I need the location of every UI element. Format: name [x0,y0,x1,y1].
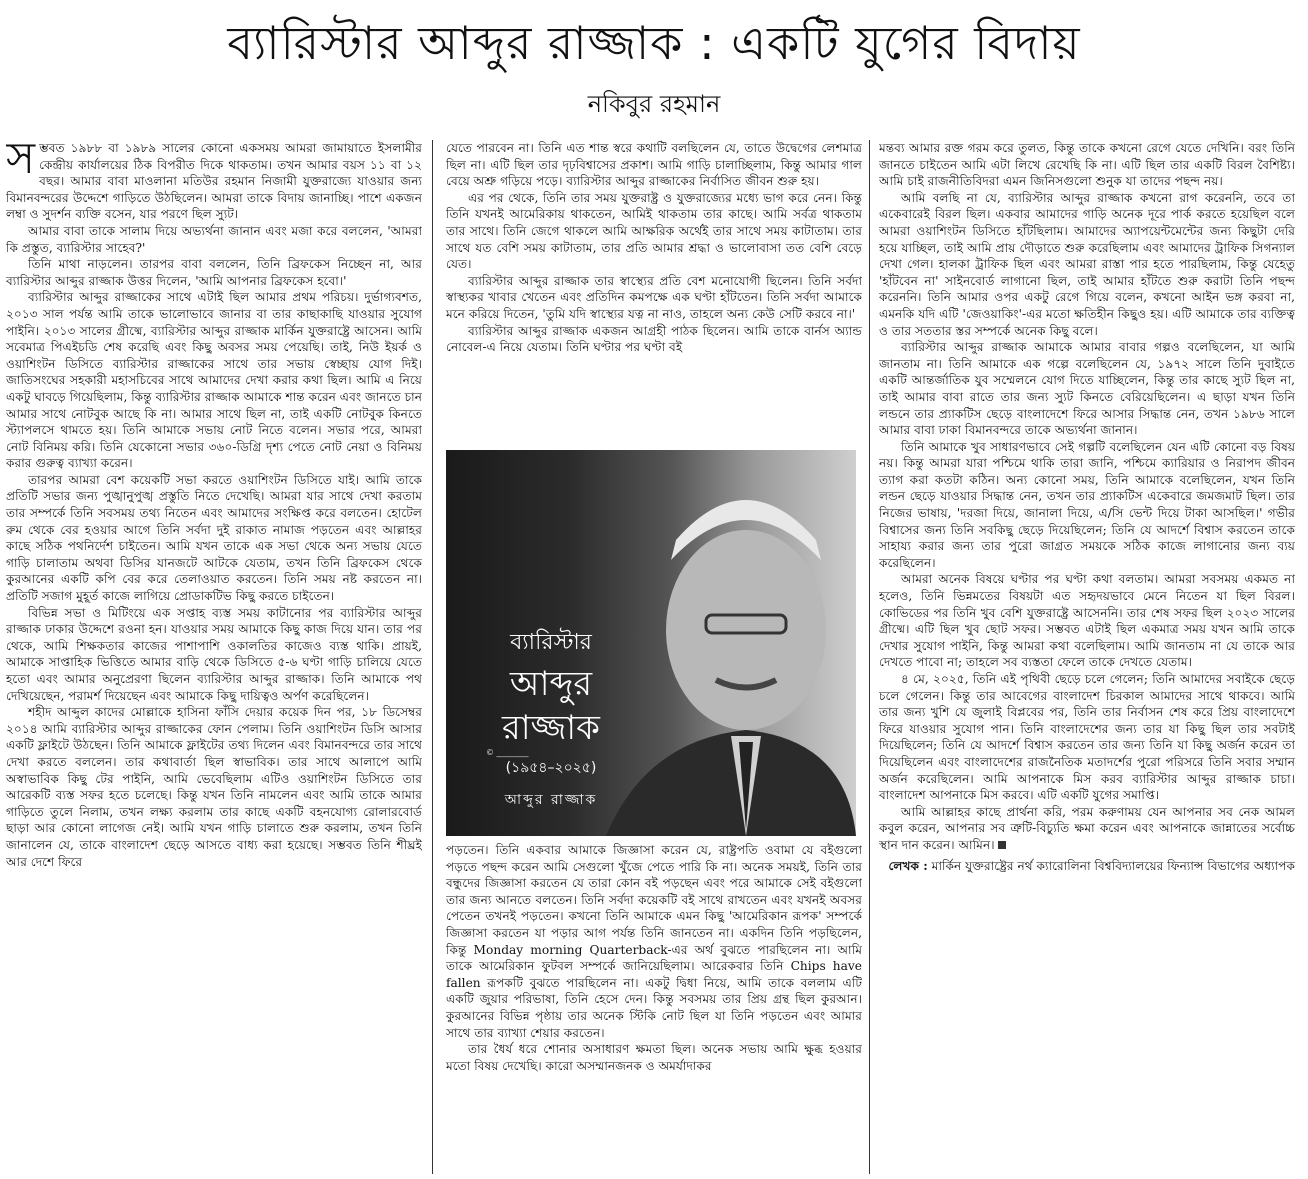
paragraph: ব্যারিস্টার আব্দুর রাজ্জাক তার স্বাস্থ্যের প্রতি বেশ মনোযোগী ছিলেন। তিনি সর্বদা স্বাস্থ্যকর খাবার খেতেন এবং প্রতিদিন কমপক্ষে এক ঘণ্টা হাঁটতেন। তিনি সর্বদা আমাকে মনে করিয়ে দিতেন, 'তুমি যদি স্বাস্থ্যের যত্ন না নাও, তাহলে অন্য কেউ সেটি করবে না।' [446,273,862,321]
paragraph: আমরা অনেক বিষয়ে ঘণ্টার পর ঘণ্টা কথা বলতাম। আমরা সবসময় একমত না হলেও, তিনি ভিন্নমতের বিষয়টা এত সহৃদয়ভাবে মেনে নিতেন যা ছিল বিরল। কোভিডের পর তিনি খুব বেশি যুক্তরাষ্ট্রে আসেননি। তার শেষ সফর ছিল ২০২৩ সালের গ্রীষ্মে। এটি ছিল খুব ছোট সফর। সম্ভবত এটাই ছিল একমাত্র সময় যখন আমি তাকে দেখার সুযোগ পাইনি, কিন্তু আমরা কথা বলেছিলাম। আমি জানতাম না যে তাকে আর দেখতে পাবো না; তাহলে সব ব্যস্ততা ফেলে তাকে দেখতে যেতাম। [879,572,1295,670]
byline: নকিবুর রহমান [587,90,721,118]
photo-watermark: © ________ [486,748,529,757]
paragraph: আমি আল্লাহর কাছে প্রার্থনা করি, পরম করুণাময় যেন আপনার সব নেক আমল কবুল করেন, আপনার সব ত্রুটি-বিচ্যুতি ক্ষমা করেন এবং আপনাকে জান্নাতের সর্বোচ্চ স্থান দান করেন। আমিন। [879,804,1295,852]
paragraph: সম্ভবত ১৯৮৮ বা ১৯৮৯ সালের কোনো একসময় আমরা জামায়াতে ইসলামীর কেন্দ্রীয় কার্যালয়ের ঠিক বিপরীত দিকে থাকতাম। তখন আমার বয়স ১১ বা ১২ বছর। আমার বাবা মাওলানা মতিউর রহমান নিজামী যুক্তরাজ্যে যাওয়ার জন্য বিমানবন্দরের উদ্দেশে গাড়িতে উঠছিলেন। আমরা তাকে বিদায় জানাচ্ছি। পাশে একজন লম্বা ও সুদর্শন ব্যক্তি বসেন, যার পরণে ছিল স্যুট। [6,140,422,222]
author-description: মার্কিন যুক্তরাষ্ট্রের নর্থ ক্যারোলিনা বিশ্ববিদ্যালয়ের ফিন্যান্স বিভাগের অধ্যাপক [931,858,1295,873]
paragraph: শহীদ আব্দুল কাদের মোল্লাকে হাসিনা ফাঁসি দেয়ার কয়েক দিন পর, ১৮ ডিসেম্বর ২০১৪ আমি ব্যারিস্টার আব্দুর রাজ্জাকের ফোন পেলাম। তিনি ওয়াশিংটন ডিসি আসার একটি ফ্লাইটে উঠছেন। তিনি আমাকে ফ্লাইটের তথ্য দিলেন এবং বিমানবন্দরে তার সাথে দেখা করতে বললেন। তার কথাবার্তা ছিল স্বাভাবিক। তার সাথে আলাপে আমি অস্বাভাবিক কিছু টের পাইনি, আমি ভেবেছিলাম এটিও ওয়াশিংটন ডিসিতে তার আরেকটি ব্যস্ত সফর হতে চলেছে। কিন্তু যখন তিনি নামলেন এবং আমি তাকে আমার গাড়িতে তুলে নিলাম, তখন লক্ষ্য করলাম তার কাছে একটি বহনযোগ্য রোলারবোর্ড ছাড়া আর কোনো লাগেজ নেই। আমি যখন গাড়ি চালাতে শুরু করলাম, তখন তিনি জানালেন যে, তাকে বাংলাদেশ ছেড়ে আসতে বাধ্য করা হয়েছে। সম্ভবত তিনি শীঘ্রই আর দেশে ফিরে [6,705,422,869]
paragraph: তার ধৈর্য ধরে শোনার অসাধারণ ক্ষমতা ছিল। অনেক সভায় আমি ক্ষুব্ধ হওয়ার মতো বিষয় দেখেছি। কারো অসম্মানজনক ও অমর্যাদাকর [446,1042,862,1073]
paragraph: যেতে পারবেন না। তিনি এত শান্ত স্বরে কথাটি বলছিলেন যে, তাতে উদ্বেগের লেশমাত্র ছিল না। এটি ছিল তার দৃঢ়বিশ্বাসের প্রকাশ। আমি গাড়ি চালাচ্ছিলাম, কিন্তু আমার গাল বেয়ে অশ্রু গড়িয়ে পড়ে। ব্যারিস্টার আব্দুর রাজ্জাকের নির্বাসিত জীবন শুরু হয়। [446,141,862,189]
column-divider [869,140,870,1174]
paragraph: পড়তেন। তিনি একবার আমাকে জিজ্ঞাসা করেন যে, রাষ্ট্রপতি ওবামা যে বইগুলো পড়তে পছন্দ করেন আমি সেগুলো খুঁজে পেতে পারি কি না। অনেক সময়ই, তিনি তার বন্ধুদের জিজ্ঞাসা করতেন যে তারা কোন বই পড়ছেন এবং পরে আমাকে সেই বইগুলো তার জন্য আনতে বলতেন। তিনি সর্বদা কয়েকটি বই সাথে রাখতেন এবং যখনই অবসর পেতেন তখনই পড়তেন। কখনো তিনি আমাকে এমন কিছু 'আমেরিকান রূপক' সম্পর্কে জিজ্ঞাসা করতেন যা পড়ার আগ পর্যন্ত তিনি জানতেন না। একদিন তিনি পড়ছিলেন, কিন্তু Monday morning Quarterback-এর অর্থ বুঝতে পারছিলেন না। আমি তাকে আমেরিকান ফুটবল সম্পর্কে জানিয়েছিলাম। আরেকবার তিনি Chips have fallen রূপকটি বুঝতে পারছিলেন না। একটু দ্বিধা নিয়ে, আমি তাকে বললাম এটি একটি জুয়ার পরিভাষা, তিনি হেসে দেন। কিন্তু সবসময় তার প্রিয় গ্রন্থ ছিল কুরআন। কুরআনের বিভিন্ন পৃষ্ঠায় তার অনেক স্টিকি নোট ছিল যা তিনি পড়তেন এবং আমার সাথে তার ব্যাখ্যা শেয়ার করতেন। [446,843,862,1040]
drop-cap: স [6,140,36,184]
signature-calligraphy: আব্দুর রাজ্জাক [504,792,598,808]
paragraph: ৪ মে, ২০২৫, তিনি এই পৃথিবী ছেড়ে চলে গেলেন; তিনি আমাদের সবাইকে ছেড়ে চলে গেলেন। কিন্তু তার আবেগের বাংলাদেশ চিরকাল আমাদের সাথে থাকবে। আমি তার জন্য খুশি যে জুলাই বিপ্লবের পর, তিনি তার নির্বাসন শেষ করে প্রিয় বাংলাদেশে ফিরে যাওয়ার সুযোগ পান। তিনি বাংলাদেশের জন্য তার যা কিছু ছিল তার সবটাই দিয়েছিলেন; তিনি যে আদর্শে বিশ্বাস করতেন তার জন্য তিনি যা কিছু অর্জন করেন তা দিয়েছিলেন এবং বাংলাদেশের রাজনৈতিক মতাদর্শের পুরো পরিসরে তিনি সবার সম্মান অর্জন করেছিলেন। আমি আপনাকে মিস করব ব্যারিস্টার আব্দুর রাজ্জাক চাচা। বাংলাদেশ আপনাকে মিস করবে। এটি একটি যুগের সমাপ্তি। [879,672,1295,803]
article-column-1 [6,140,422,1174]
paragraph: ব্যারিস্টার আব্দুর রাজ্জাক আমাকে আমার বাবার গল্পও বলেছিলেন, যা আমি জানতাম না। তিনি আমাকে এক গল্পে বলেছিলেন যে, ১৯৭২ সালে তিনি দুবাইতে একটি আন্তর্জাতিক যুব সম্মেলনে যোগ দিতে যাচ্ছিলেন, কিন্তু তার কাছে স্যুট ছিল না, তাই আমার বাবা রাতে তার জন্য স্যুট কিনতে বেরিয়েছিলেন। এ ছাড়া যখন তিনি লন্ডনে তার প্র্যাকটিস ছেড়ে বাংলাদেশে ফিরে আসার সিদ্ধান্ত নেন, তখন ১৯৮৬ সালে আমার বাবা ঢাকা বিমানবন্দরে তাকে অভ্যর্থনা জানান। [879,340,1295,438]
caption-title: ব্যারিস্টার [510,630,592,655]
article-column-3 [879,140,1295,1174]
paragraph: ব্যারিস্টার আব্দুর রাজ্জাকের সাথে এটাই ছিল আমার প্রথম পরিচয়। দুর্ভাগ্যবশত, ২০১৩ সাল পর্যন্ত আমি তাকে ভালোভাবে জানার বা তার কাছাকাছি যাওয়ার সুযোগ পাইনি। ২০১৩ সালের গ্রীষ্মে, ব্যারিস্টার আব্দুর রাজ্জাক মার্কিন যুক্তরাষ্ট্রে আসেন। আমি সবেমাত্র পিএইচডি শেষ করেছি এবং কিছু অবসর সময় পেয়েছি। তাই, নিউ ইয়র্ক ও ওয়াশিংটন ডিসিতে ব্যারিস্টার রাজ্জাকের সাথে তার সভায় স্বেচ্ছায় যোগ দিই। জাতিসংঘের সহকারী মহাসচিবের সাথে আমাদের দেখা করার কথা ছিল। আমি এ নিয়ে একটু ঘাবড়ে গিয়েছিলাম, কিন্তু ব্যারিস্টার রাজ্জাক আমাকে শান্ত করেন এবং জানতে চান আমার সাথে নোটবুক আছে কি না। আমার সাথে ছিল না, তাই একটি নোটবুক কিনতে স্ট্যাপলসে থামতে হয়। তিনি আমাকে সভায় নোট নিতে বলেন। সভার পরে, আমরা নোট বিনিময় করি। তিনি যেকোনো সভার ৩৬০-ডিগ্রি দৃশ্য পেতে নোট নেয়া ও বিনিময় করার গুরুত্ব ব্যাখ্যা করেন। [6,290,422,471]
paragraph: তিনি মাথা নাড়লেন। তারপর বাবা বললেন, তিনি ব্রিফকেস নিচ্ছেন না, আর ব্যারিস্টার আব্দুর রাজ্জাক উত্তর দিলেন, 'আমি আপনার ব্রিফকেস হবো।' [6,257,422,288]
paragraph: আমি বলছি না যে, ব্যারিস্টার আব্দুর রাজ্জাক কখনো রাগ করেননি, তবে তা একেবারেই বিরল ছিল। একবার আমাদের গাড়ি অনেক দূরে পার্ক করতে হয়েছিল বলে আমরা ওয়াশিংটন ডিসিতে হাঁটছিলাম। আমাদের অ্যাপয়েন্টমেন্টের জন্য কিছুটা দেরি হয়ে যাচ্ছিল, তাই আমি প্রায় দৌড়াতে শুরু করেছিলাম এবং আমাদের ট্রাফিক সিগন্যাল দেখা গেল। হালকা ট্রাফিক ছিল এবং আমরা রাস্তা পার হতে পারছিলাম, কিন্তু যেহেতু 'হাঁটবেন না' সাইনবোর্ড লাগানো ছিল, তাই আমার হাঁটতে শুরু করাটা তিনি পছন্দ করেননি। তিনি আমার ওপর একটু রেগে গিয়ে বলেন, কখনো আইন ভঙ্গ করবা না, এমনকি যদি এটি 'জেওয়াকিং'-এর মতো ক্ষতিহীন কিছুও হয়। এটি আমাকে তার ব্যক্তিত্ব ও তার সততার স্তর সম্পর্কে অনেক কিছু বলে। [879,190,1295,338]
caption-years: (১৯৫৪–২০২৫) [505,760,597,776]
paragraph: তিনি আমাকে খুব সাধারণভাবে সেই গল্পটি বলেছিলেন যেন এটি কোনো বড় বিষয় নয়। কিন্তু আমরা যারা পশ্চিমে থাকি তারা জানি, পশ্চিমে ক্যারিয়ার ও নিরাপদ জীবন ত্যাগ করা কতটা কঠিন। অন্য কোনো সময়, তিনি আমাকে বলেছিলেন, যখন তিনি লন্ডন ছেড়ে যাওয়ার সিদ্ধান্ত নেন, তখন তার প্র্যাকটিস একেবারে জমজমাট ছিল। তার নিজের ভাষায়, 'দরজা দিয়ে, জানালা দিয়ে, এ/সি ভেন্ট দিয়ে টাকা আসছিল।' গভীর বিশ্বাসের জন্য তিনি সবকিছু ছেড়ে দিয়েছিলেন; তিনি যে আদর্শে বিশ্বাস করতেন তাকে সাহায্য করার জন্য তার পুরো জাগ্রত সময়কে সঠিক কাজে লাগানোর জন্য ব্যয় করেছিলেন। [879,439,1295,570]
photo-caption [466,625,636,812]
end-mark-icon [998,841,1006,849]
paragraph: আমার বাবা তাকে সালাম দিয়ে অভ্যর্থনা জানান এবং মজা করে বললেন, 'আমরা কি প্রস্তুত, ব্যারিস্টার সাহেব?' [6,223,422,255]
article-column-2-bottom [446,842,862,1174]
author-label: লেখক : [888,858,928,873]
paragraph: তারপর আমরা বেশ কয়েকটি সভা করতে ওয়াশিংটন ডিসিতে যাই। আমি তাকে প্রতিটি সভার জন্য পুঙ্খানুপুঙ্খ প্রস্তুতি নিতে দেখেছি। আমরা যার সাথে দেখা করতাম তার সম্পর্কে তিনি সবসময় তথ্য নিতেন এবং আমাদের সংক্ষিপ্ত করে বলতেন। হোটেল রুম থেকে বের হওয়ার আগে তিনি সর্বদা দুই রাকাত নামাজ পড়তেন এবং আল্লাহর কাছে সঠিক পথনির্দেশ চাইতেন। আমি যখন তাকে এক সভা থেকে অন্য সভায় যেতে গাড়ি চালাতাম অথবা ডিসির যানজটে আটকে যেতাম, তখন তিনি ব্রিফকেস থেকে কুরআনের একটি কপি বের করে তেলাওয়াত করতেন। তিনি সময় নষ্ট করতেন না। প্রতিটি সজাগ মুহূর্ত কাজে লাগিয়ে প্রোডাকটিভ কিছু করতে চাইতেন। [6,472,422,604]
paragraph: বিভিন্ন সভা ও মিটিংয়ে এক সপ্তাহ ব্যস্ত সময় কাটানোর পর ব্যারিস্টার আব্দুর রাজ্জাক ঢাকার উদ্দেশে রওনা হন। যাওয়ার সময় আমাকে কিছু কাজ দিয়ে যান। তার পর থেকে, আমি শিক্ষকতার কাজের পাশাপাশি ওকালতির কাজেও ব্যস্ত থাকি। প্রায়ই, আমাকে সাপ্তাহিক ভিত্তিতে আমার বাড়ি থেকে ডিসিতে ৫-৬ ঘণ্টা গাড়ি চালিয়ে যেতে হতো এবং আমার অনুপ্রেরণা ছিলেন ব্যারিস্টার আব্দুর রাজ্জাক। তিনি আমাকে পথ দেখিয়েছেন, পরামর্শ দিয়েছেন এবং আমাকে কিছু দায়িত্বও অর্পণ করেছিলেন। [6,605,422,703]
portrait-photo [446,450,856,836]
column-divider [432,140,433,1174]
paragraph: এর পর থেকে, তিনি তার সময় যুক্তরাষ্ট্র ও যুক্তরাজ্যের মধ্যে ভাগ করে নেন। কিন্তু তিনি যখনই আমেরিকায় থাকতেন, আমিই থাকতাম তার কাছে। আমি সর্বত্র থাকতাম তার সাথে। তিনি জেগে থাকলে আমি আক্ষরিক অর্থেই তার সাথে সময় কাটাতাম। তার সাথে যত বেশি সময় কাটাতাম, তার প্রতি আমার শ্রদ্ধা ও ভালোবাসা তত বেশি বেড়ে যেত। [446,190,862,272]
headline: ব্যারিস্টার আব্দুর রাজ্জাক : একটি যুগের বিদায় [227,16,1081,70]
article-column-2-top [446,140,862,436]
paragraph: মন্তব্য আমার রক্ত গরম করে তুলত, কিন্তু তাকে কখনো রেগে যেতে দেখিনি। বরং তিনি জানতে চাইতেন আমি এটা লিখে রেখেছি কি না। এটি ছিল তার একটি বিরল বৈশিষ্ট্য। আমি চাই রাজনীতিবিদরা এমন জিনিসগুলো শুনুক যা তাদের পছন্দ নয়। [879,141,1295,189]
caption-name: আব্দুর রাজ্জাক [502,664,600,748]
author-note [879,858,1295,875]
paragraph: ব্যারিস্টার আব্দুর রাজ্জাক একজন আগ্রহী পাঠক ছিলেন। আমি তাকে বার্নস অ্যান্ড নোবেল-এ নিয়ে যেতাম। তিনি ঘণ্টার পর ঘণ্টা বই [446,323,862,355]
